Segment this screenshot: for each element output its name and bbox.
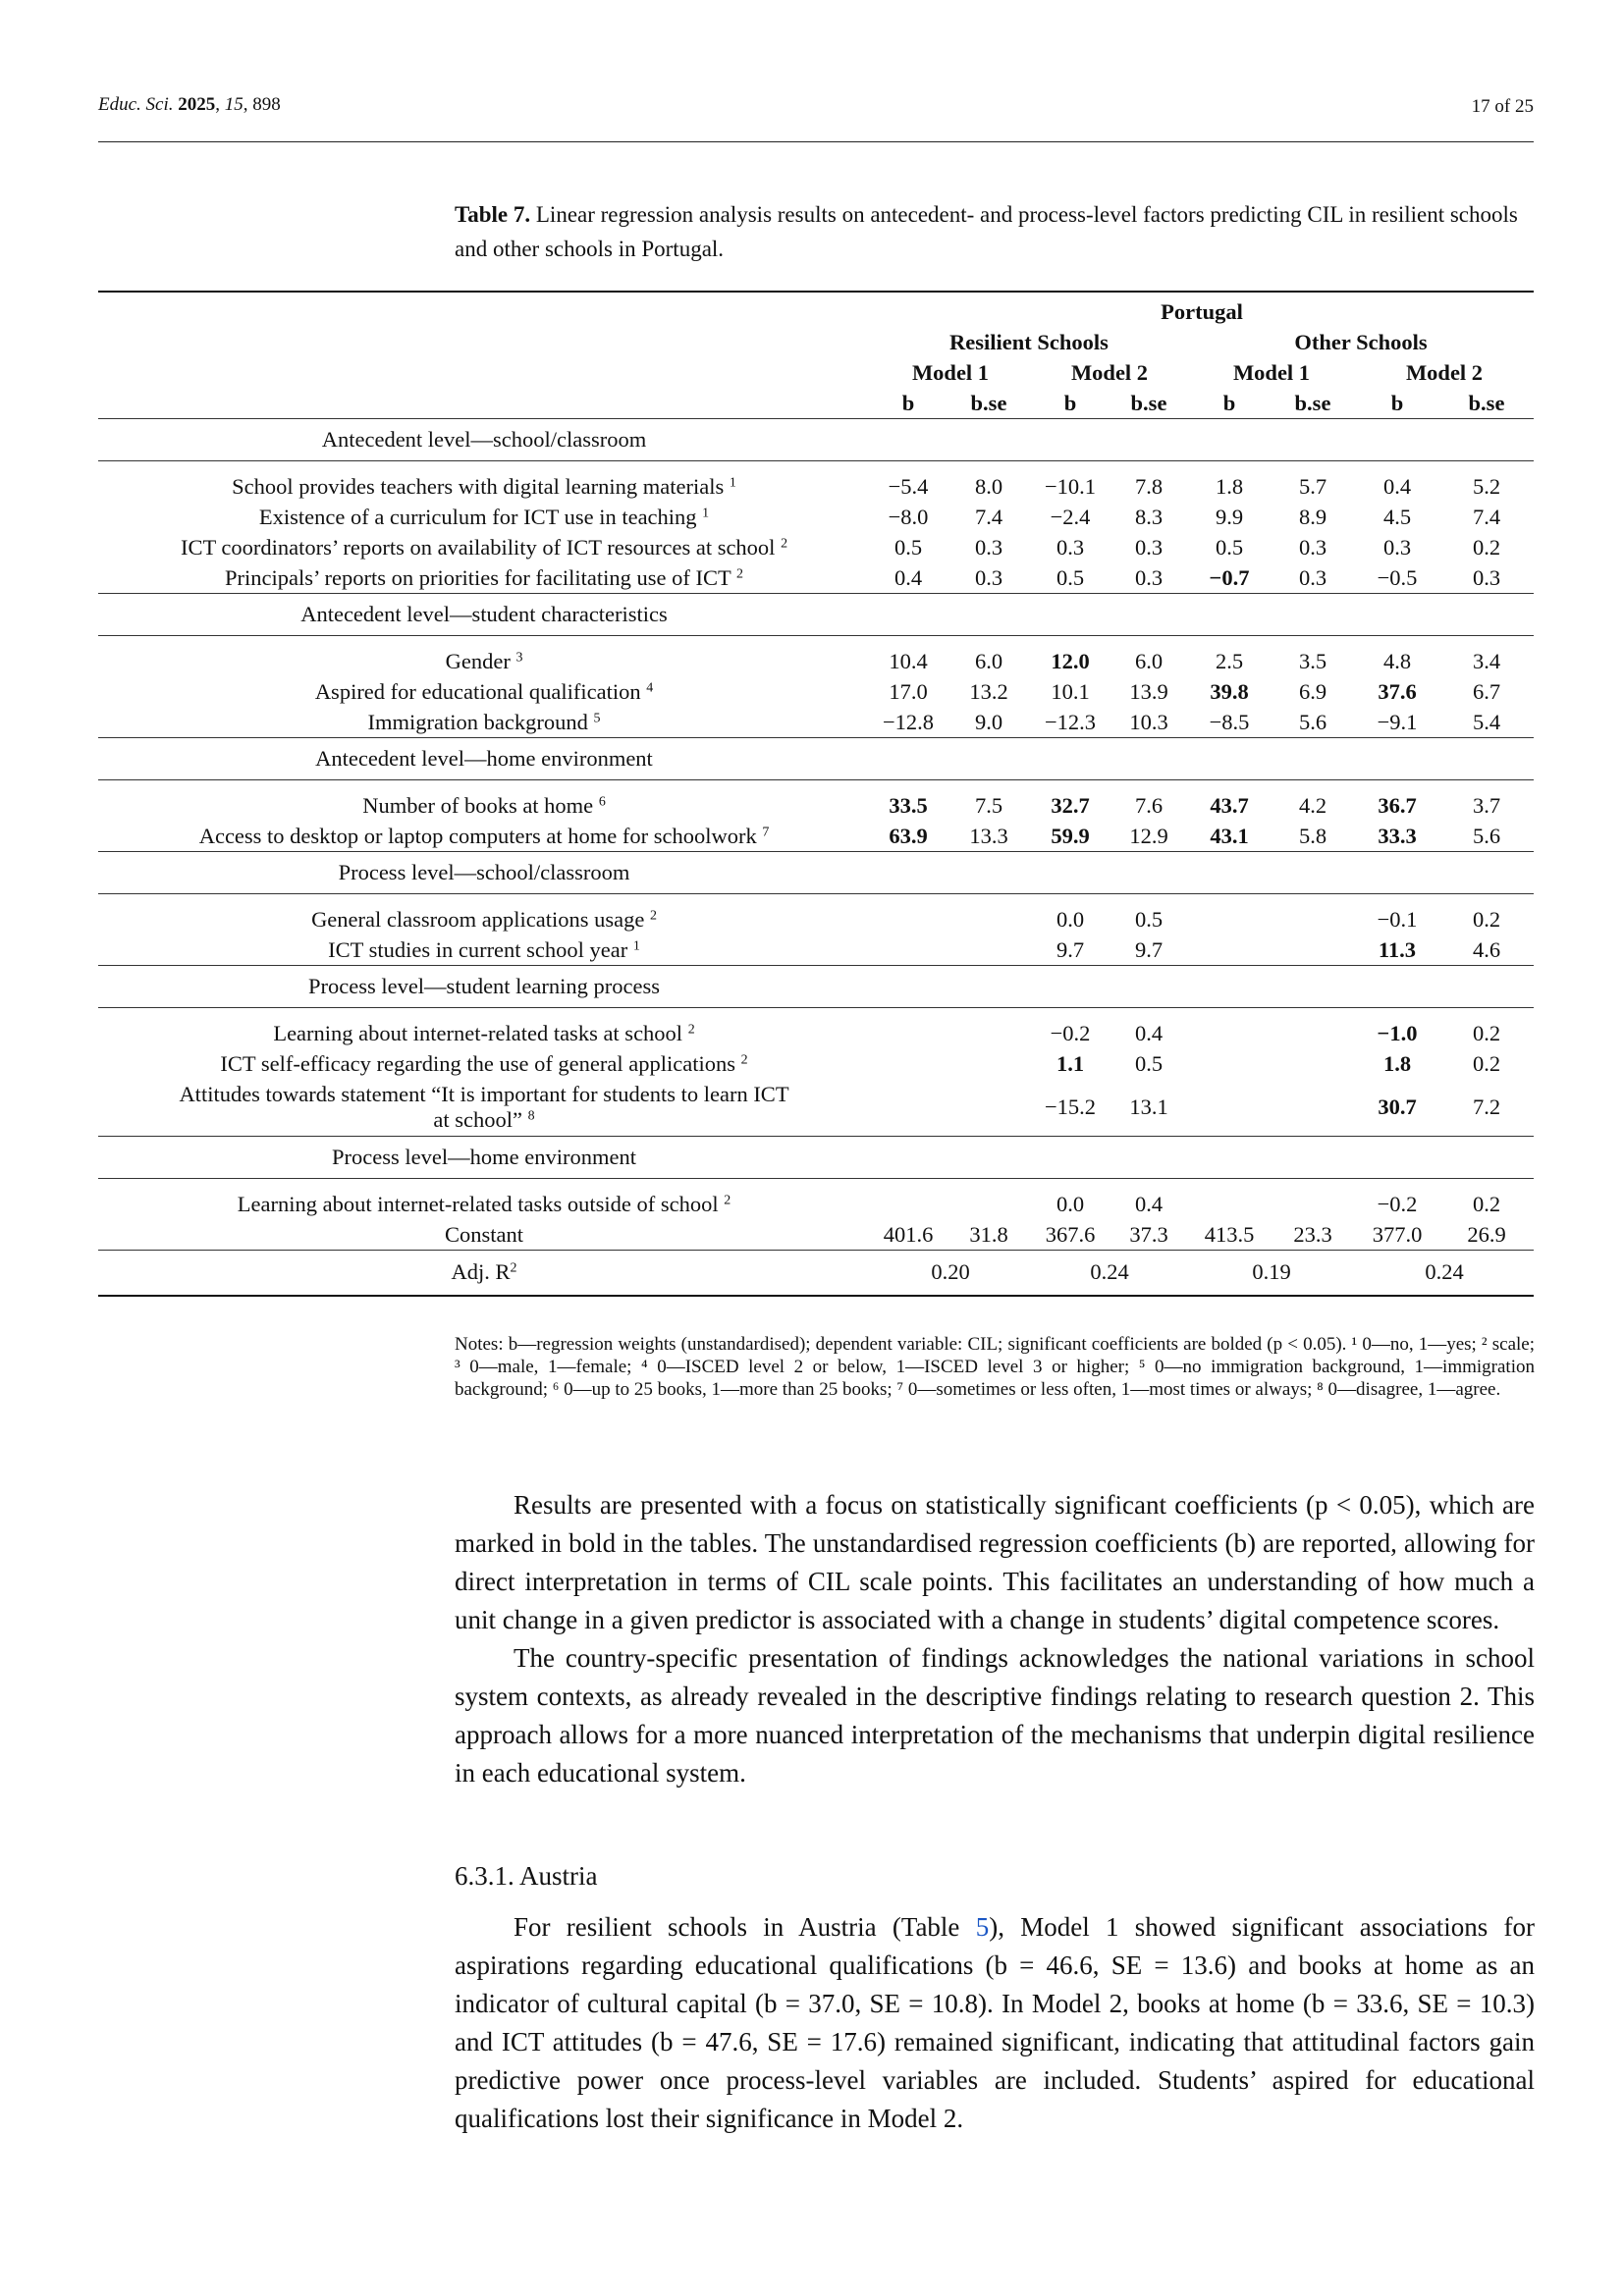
cell-value: 6.0: [947, 636, 1031, 677]
model-header: Model 2: [1070, 359, 1149, 385]
row-label: ICT coordinators’ reports on availability of ICT resources at school $^2$: [180, 534, 788, 560]
table-row: [98, 707, 1534, 738]
cell-value: −0.7: [1209, 564, 1250, 590]
table-row: [98, 894, 1534, 935]
table-row: [98, 502, 1534, 532]
cell-value: [1271, 1179, 1355, 1220]
row-label: General classroom applications usage $^2$: [98, 894, 870, 935]
row-label: ICT studies in current school year $^1$: [328, 936, 640, 962]
cell-value: −0.2: [1355, 1179, 1439, 1220]
cell-value: −0.2: [1031, 1008, 1110, 1049]
cell-value: [1188, 934, 1271, 966]
adj-r2-value: 0.19: [1188, 1251, 1355, 1296]
adj-r2-row: [98, 1251, 1534, 1296]
row-label: Principals’ reports on priorities for facilitating use of ICT $^2$: [225, 564, 743, 590]
cell-value: 0.5: [1110, 894, 1188, 935]
cell-value: 1.1: [1056, 1050, 1085, 1076]
cell-value: 0.3: [1298, 534, 1327, 560]
cell-value: 0.5: [1215, 534, 1244, 560]
cell-value: [1271, 1008, 1355, 1049]
cell-value: 0.3: [1134, 564, 1164, 590]
cell-value: 59.9: [1051, 823, 1090, 848]
cell-value: 26.9: [1467, 1221, 1506, 1247]
section-row: [98, 966, 1534, 1008]
section-heading: 6.3.1. Austria: [455, 1861, 598, 1891]
cell-value: 5.6: [1298, 709, 1327, 734]
table-row: [98, 1008, 1534, 1049]
row-label: Learning about internet-related tasks at school $^2$: [98, 1008, 870, 1049]
cell-value: 9.0: [974, 709, 1003, 734]
row-label: Aspired for educational qualification $^4$: [314, 678, 654, 704]
model-header: Model 1: [911, 359, 990, 385]
cell-value: 1.8: [1188, 461, 1271, 503]
cell-value: 413.5: [1204, 1221, 1255, 1247]
table-notes: Notes: b—regression weights (unstandardised); dependent variable: CIL; significant coefficients are bolded (p < 0.05). ¹ 0—no, 1—yes; ² scale; ³ 0—male, 1—female; ⁴ 0—ISCED level 2 or below, 1—ISCED level 3 or higher; ⁵ 0—no immigration background, 1—immigration background; ⁶ 0—up to 25 books, 1—more than 25 books; ⁷ 0—sometimes or less often, 1—most times or always; ⁸ 0—disagree, 1—agree.: [455, 1334, 1535, 1400]
cell-value: 0.3: [1134, 534, 1164, 560]
cell-value: [1271, 934, 1355, 966]
cell-value: −0.1: [1355, 894, 1439, 935]
table-row: [98, 1179, 1534, 1220]
cell-value: 31.8: [969, 1221, 1008, 1247]
cell-value: −15.2: [1044, 1095, 1097, 1119]
cell-value: 37.3: [1129, 1221, 1168, 1247]
table-row: [98, 821, 1534, 852]
cell-value: 5.2: [1439, 461, 1534, 503]
regression-table: [98, 291, 1534, 1297]
cell-value: 11.3: [1378, 936, 1417, 962]
cell-value: 30.7: [1378, 1095, 1417, 1119]
row-label: Access to desktop or laptop computers at home for schoolwork $^7$: [198, 823, 770, 848]
cell-value: 7.4: [1472, 504, 1501, 529]
cell-value: 10.1: [1051, 678, 1090, 704]
header-row-country: [98, 292, 1534, 327]
cell-value: [870, 894, 947, 935]
cell-value: 7.2: [1472, 1095, 1501, 1119]
section-label: Process level—home environment: [98, 1137, 870, 1179]
row-label: School provides teachers with digital learning materials $^1$: [98, 461, 870, 503]
country-header: Portugal: [870, 292, 1534, 327]
cell-value: 0.2: [1439, 1008, 1534, 1049]
row-label: Constant: [444, 1221, 523, 1247]
header-row-models: [98, 357, 1534, 388]
cell-value: −12.8: [882, 709, 935, 734]
cell-value: 13.3: [969, 823, 1008, 848]
body-text-2: [455, 1908, 1535, 2138]
body-text-1: [455, 1486, 1535, 1792]
section-row: [98, 852, 1534, 894]
cell-value: 8.9: [1298, 504, 1327, 529]
paragraph: Results are presented with a focus on statistically significant coefficients (p < 0.05), which are marked in bold in the tables. The unstandardised regression coefficients (b) are reported, allowing for direct interpretation in terms of CIL scale points. This facilitates an understanding of how much a unit change in a given predictor is associated with a change in students’ digital competence scores.: [455, 1490, 1535, 1634]
cell-value: [947, 1008, 1031, 1049]
cell-value: 0.3: [1472, 564, 1501, 590]
cell-value: 0.2: [1439, 894, 1534, 935]
stat-header: b.se: [1294, 390, 1331, 415]
cell-value: 0.4: [1355, 461, 1439, 503]
row-label: Immigration background $^5$: [367, 709, 601, 734]
table-5-link[interactable]: 5: [975, 1912, 990, 1942]
cell-value: 0.4: [893, 564, 923, 590]
cell-value: 0.5: [893, 534, 923, 560]
adj-r2-value: 0.24: [1031, 1251, 1188, 1296]
cell-value: 4.5: [1382, 504, 1412, 529]
cell-value: 13.1: [1129, 1095, 1168, 1119]
section-row: [98, 738, 1534, 780]
cell-value: 4.2: [1271, 780, 1355, 822]
row-label: Gender $^3$: [98, 636, 870, 677]
cell-value: 36.7: [1355, 780, 1439, 822]
header-row-groups: [98, 327, 1534, 357]
journal-citation: Educ. Sci. 2025, 15, 898: [98, 94, 281, 115]
cell-value: 33.3: [1378, 823, 1417, 848]
adj-r2-label: Adj. $R^2$: [98, 1251, 870, 1296]
cell-value: [1188, 1048, 1271, 1079]
cell-value: 0.2: [1472, 1050, 1501, 1076]
cell-value: 5.7: [1271, 461, 1355, 503]
table-caption-text: Linear regression analysis results on antecedent- and process-level factors predicting CIL in resilient schools and other schools in Portugal.: [455, 202, 1518, 261]
cell-value: 1.8: [1382, 1050, 1412, 1076]
stat-header: b.se: [1468, 390, 1505, 415]
cell-value: 0.0: [1031, 894, 1110, 935]
section-row: [98, 1137, 1534, 1179]
cell-value: −10.1: [1031, 461, 1110, 503]
cell-value: [870, 934, 947, 966]
cell-value: 367.6: [1045, 1221, 1096, 1247]
group-header-other: Other Schools: [1294, 329, 1428, 354]
cell-value: 4.6: [1472, 936, 1501, 962]
cell-value: 3.5: [1271, 636, 1355, 677]
cell-value: 0.5: [1056, 564, 1085, 590]
table-row: [98, 461, 1534, 503]
cell-value: [1271, 1048, 1355, 1079]
cell-value: 6.9: [1298, 678, 1327, 704]
cell-value: 7.4: [974, 504, 1003, 529]
cell-value: 2.5: [1188, 636, 1271, 677]
cell-value: [947, 1179, 1031, 1220]
cell-value: 0.5: [1134, 1050, 1164, 1076]
cell-value: [1271, 1079, 1355, 1137]
page-number: 17 of 25: [1471, 96, 1534, 117]
row-label: Learning about internet-related tasks outside of school $^2$: [98, 1179, 870, 1220]
cell-value: 5.8: [1298, 823, 1327, 848]
cell-value: 0.2: [1472, 534, 1501, 560]
stat-header: b.se: [970, 390, 1007, 415]
cell-value: −12.3: [1044, 709, 1097, 734]
cell-value: −9.1: [1377, 709, 1418, 734]
cell-value: 17.0: [889, 678, 928, 704]
adj-r2-value: 0.24: [1355, 1251, 1534, 1296]
cell-value: 9.7: [1134, 936, 1164, 962]
cell-value: 401.6: [883, 1221, 934, 1247]
cell-value: 0.3: [974, 534, 1003, 560]
cell-value: 8.0: [947, 461, 1031, 503]
cell-value: 12.0: [1031, 636, 1110, 677]
stat-header: b: [1390, 390, 1404, 415]
table-row: [98, 676, 1534, 707]
cell-value: [1188, 1008, 1271, 1049]
cell-value: 0.3: [1298, 564, 1327, 590]
cell-value: 12.9: [1129, 823, 1168, 848]
cell-value: 7.8: [1110, 461, 1188, 503]
cell-value: −8.5: [1209, 709, 1250, 734]
cell-value: 10.3: [1129, 709, 1168, 734]
section-row: [98, 594, 1534, 636]
cell-value: 5.6: [1472, 823, 1501, 848]
cell-value: [1188, 1079, 1271, 1137]
row-label: Existence of a curriculum for ICT use in teaching $^1$: [258, 504, 710, 529]
model-header: Model 2: [1405, 359, 1484, 385]
cell-value: 0.2: [1439, 1179, 1534, 1220]
section-label: Process level—student learning process: [98, 966, 870, 1008]
cell-value: [947, 1048, 1031, 1079]
cell-value: 8.3: [1134, 504, 1164, 529]
cell-value: −2.4: [1050, 504, 1091, 529]
cell-value: 6.0: [1110, 636, 1188, 677]
cell-value: −0.5: [1377, 564, 1418, 590]
cell-value: 7.6: [1110, 780, 1188, 822]
section-label: Antecedent level—school/classroom: [98, 419, 870, 461]
table-row: [98, 780, 1534, 822]
row-label: ICT self-efficacy regarding the use of general applications $^2$: [220, 1050, 748, 1076]
paragraph: The country-specific presentation of findings acknowledges the national variations in school system contexts, as already revealed in the descriptive findings relating to research question 2. This approach allows for a more nuanced interpretation of the mechanisms that underpin digital resilience in each educational system.: [455, 1643, 1535, 1788]
cell-value: 0.0: [1031, 1179, 1110, 1220]
cell-value: [947, 1079, 1031, 1137]
table-row: [98, 636, 1534, 677]
paragraph: For resilient schools in Austria (Table 5), Model 1 showed significant associations for aspirations regarding educational qualifications (b = 46.6, SE = 13.6) and books at home as an indicator of cultural capital (b = 37.0, SE = 10.8). In Model 2, books at home (b = 33.6, SE = 10.3) and ICT attitudes (b = 47.6, SE = 17.6) remained significant, indicating that attitudinal factors gain predictive power once process-level variables are included. Students’ aspired for educational qualifications lost their significance in Model 2.: [455, 1912, 1536, 2133]
stat-header: b: [1063, 390, 1077, 415]
cell-value: 0.3: [974, 564, 1003, 590]
cell-value: 7.5: [947, 780, 1031, 822]
cell-value: [870, 1008, 947, 1049]
cell-value: −5.4: [870, 461, 947, 503]
stat-header: b: [1222, 390, 1236, 415]
cell-value: 3.7: [1439, 780, 1534, 822]
cell-value: [1188, 894, 1271, 935]
stat-header: b: [901, 390, 915, 415]
cell-value: 32.7: [1031, 780, 1110, 822]
stat-header: b.se: [1130, 390, 1167, 415]
cell-value: 39.8: [1210, 678, 1249, 704]
cell-value: 13.2: [969, 678, 1008, 704]
cell-value: 6.7: [1472, 678, 1501, 704]
group-header-resilient: Resilient Schools: [949, 329, 1109, 354]
cell-value: 23.3: [1293, 1221, 1332, 1247]
row-label: Attitudes towards statement “It is important for students to learn ICT at school” $^8$: [179, 1082, 789, 1132]
cell-value: 0.3: [1382, 534, 1412, 560]
cell-value: [870, 1048, 947, 1079]
table-row: [98, 562, 1534, 594]
cell-value: 4.8: [1355, 636, 1439, 677]
cell-value: 43.7: [1188, 780, 1271, 822]
page-header: [98, 94, 1534, 142]
table-row: [98, 934, 1534, 966]
cell-value: 3.4: [1439, 636, 1534, 677]
cell-value: 5.4: [1472, 709, 1501, 734]
cell-value: 9.9: [1215, 504, 1244, 529]
table-row: [98, 532, 1534, 562]
cell-value: 9.7: [1056, 936, 1085, 962]
cell-value: 33.5: [870, 780, 947, 822]
adj-r2-value: 0.20: [870, 1251, 1031, 1296]
cell-value: 63.9: [889, 823, 928, 848]
table-label: Table 7.: [455, 202, 531, 227]
cell-value: 0.4: [1110, 1008, 1188, 1049]
cell-value: [1271, 894, 1355, 935]
header-row-stats: [98, 388, 1534, 419]
cell-value: 13.9: [1129, 678, 1168, 704]
model-header: Model 1: [1232, 359, 1311, 385]
cell-value: 377.0: [1372, 1221, 1423, 1247]
cell-value: [1188, 1179, 1271, 1220]
table-caption: [455, 197, 1535, 266]
row-label: Number of books at home $^6$: [98, 780, 870, 822]
cell-value: 0.3: [1056, 534, 1085, 560]
section-label: Antecedent level—student characteristics: [98, 594, 870, 636]
cell-value: [870, 1079, 947, 1137]
cell-value: 0.4: [1110, 1179, 1188, 1220]
cell-value: [947, 894, 1031, 935]
table-row: [98, 1048, 1534, 1079]
section-label: Process level—school/classroom: [98, 852, 870, 894]
table-row: [98, 1219, 1534, 1251]
cell-value: 43.1: [1210, 823, 1249, 848]
section-row: [98, 419, 1534, 461]
table-row: [98, 1079, 1534, 1137]
cell-value: [947, 934, 1031, 966]
cell-value: [870, 1179, 947, 1220]
section-label: Antecedent level—home environment: [98, 738, 870, 780]
cell-value: −8.0: [888, 504, 929, 529]
cell-value: 10.4: [870, 636, 947, 677]
cell-value: −1.0: [1355, 1008, 1439, 1049]
cell-value: 37.6: [1378, 678, 1417, 704]
